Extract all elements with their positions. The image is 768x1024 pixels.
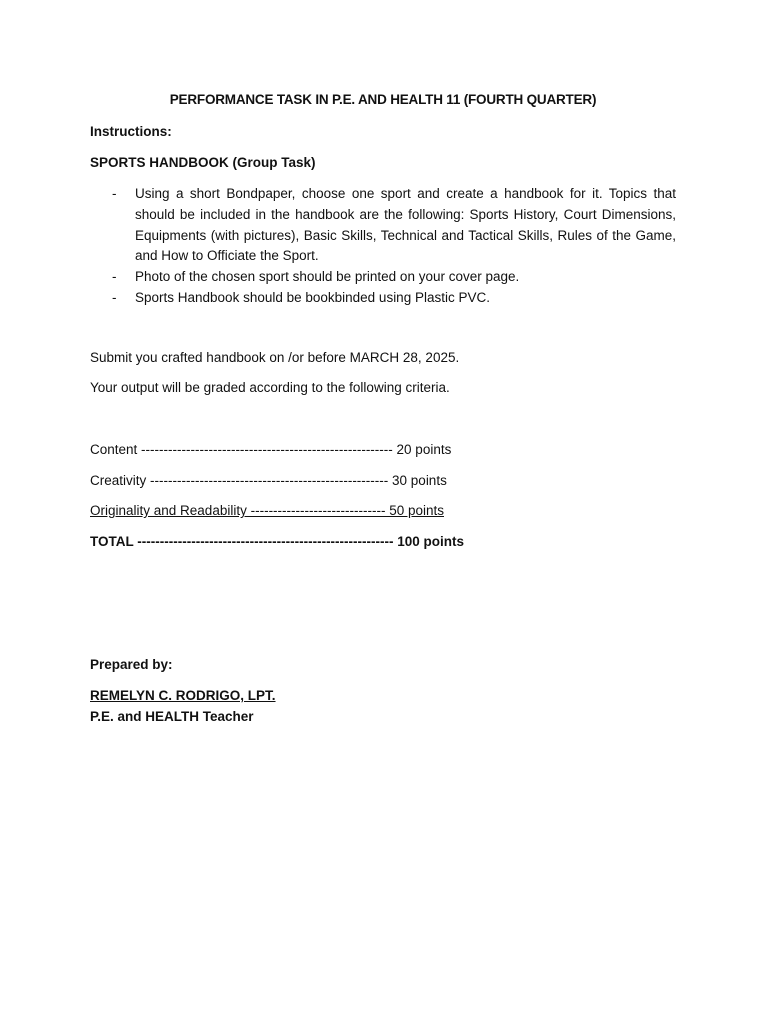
prepared-by-label: Prepared by:	[90, 657, 173, 672]
task-heading: SPORTS HANDBOOK (Group Task)	[90, 155, 316, 170]
instructions-heading: Instructions:	[90, 124, 172, 139]
list-item	[90, 288, 676, 309]
signatory-name: REMELYN C. RODRIGO, LPT.	[90, 688, 276, 703]
bullet-marker: -	[112, 269, 117, 285]
criteria-row-originality: Originality and Readability ------------------------------ 50 points	[90, 503, 444, 518]
criteria-total: TOTAL --------------------------------------------------------- 100 points	[90, 534, 465, 549]
list-item	[90, 267, 676, 288]
submission-deadline: Submit you crafted handbook on /or before MARCH 28, 2025.	[90, 350, 460, 365]
bullet-marker: -	[112, 289, 117, 305]
criteria-row-content: Content -------------------------------------------------------- 20 points	[90, 442, 452, 457]
criteria-row-creativity: Creativity ----------------------------------------------------- 30 points	[90, 473, 447, 488]
criteria-intro: Your output will be graded according to the following criteria.	[90, 380, 450, 395]
instruction-list	[90, 184, 676, 309]
signatory-title: P.E. and HEALTH Teacher	[90, 709, 254, 724]
bullet-marker: -	[112, 186, 117, 201]
list-item-text: Using a short Bondpaper, choose one sport and create a handbook for it. Topics that should be included in the handbook are the following: Sports History, Court Dimensions, Equipments (with pictures), Basic Skills, Technical and Tactical Skills, Rules of the Game, and How to Officiate the Sport.	[135, 186, 676, 264]
list-item	[90, 184, 676, 267]
list-item-text: Sports Handbook should be bookbinded using Plastic PVC.	[135, 289, 490, 305]
list-item-text: Photo of the chosen sport should be printed on your cover page.	[135, 269, 520, 285]
document-title: PERFORMANCE TASK IN P.E. AND HEALTH 11 (FOURTH QUARTER)	[169, 92, 597, 107]
